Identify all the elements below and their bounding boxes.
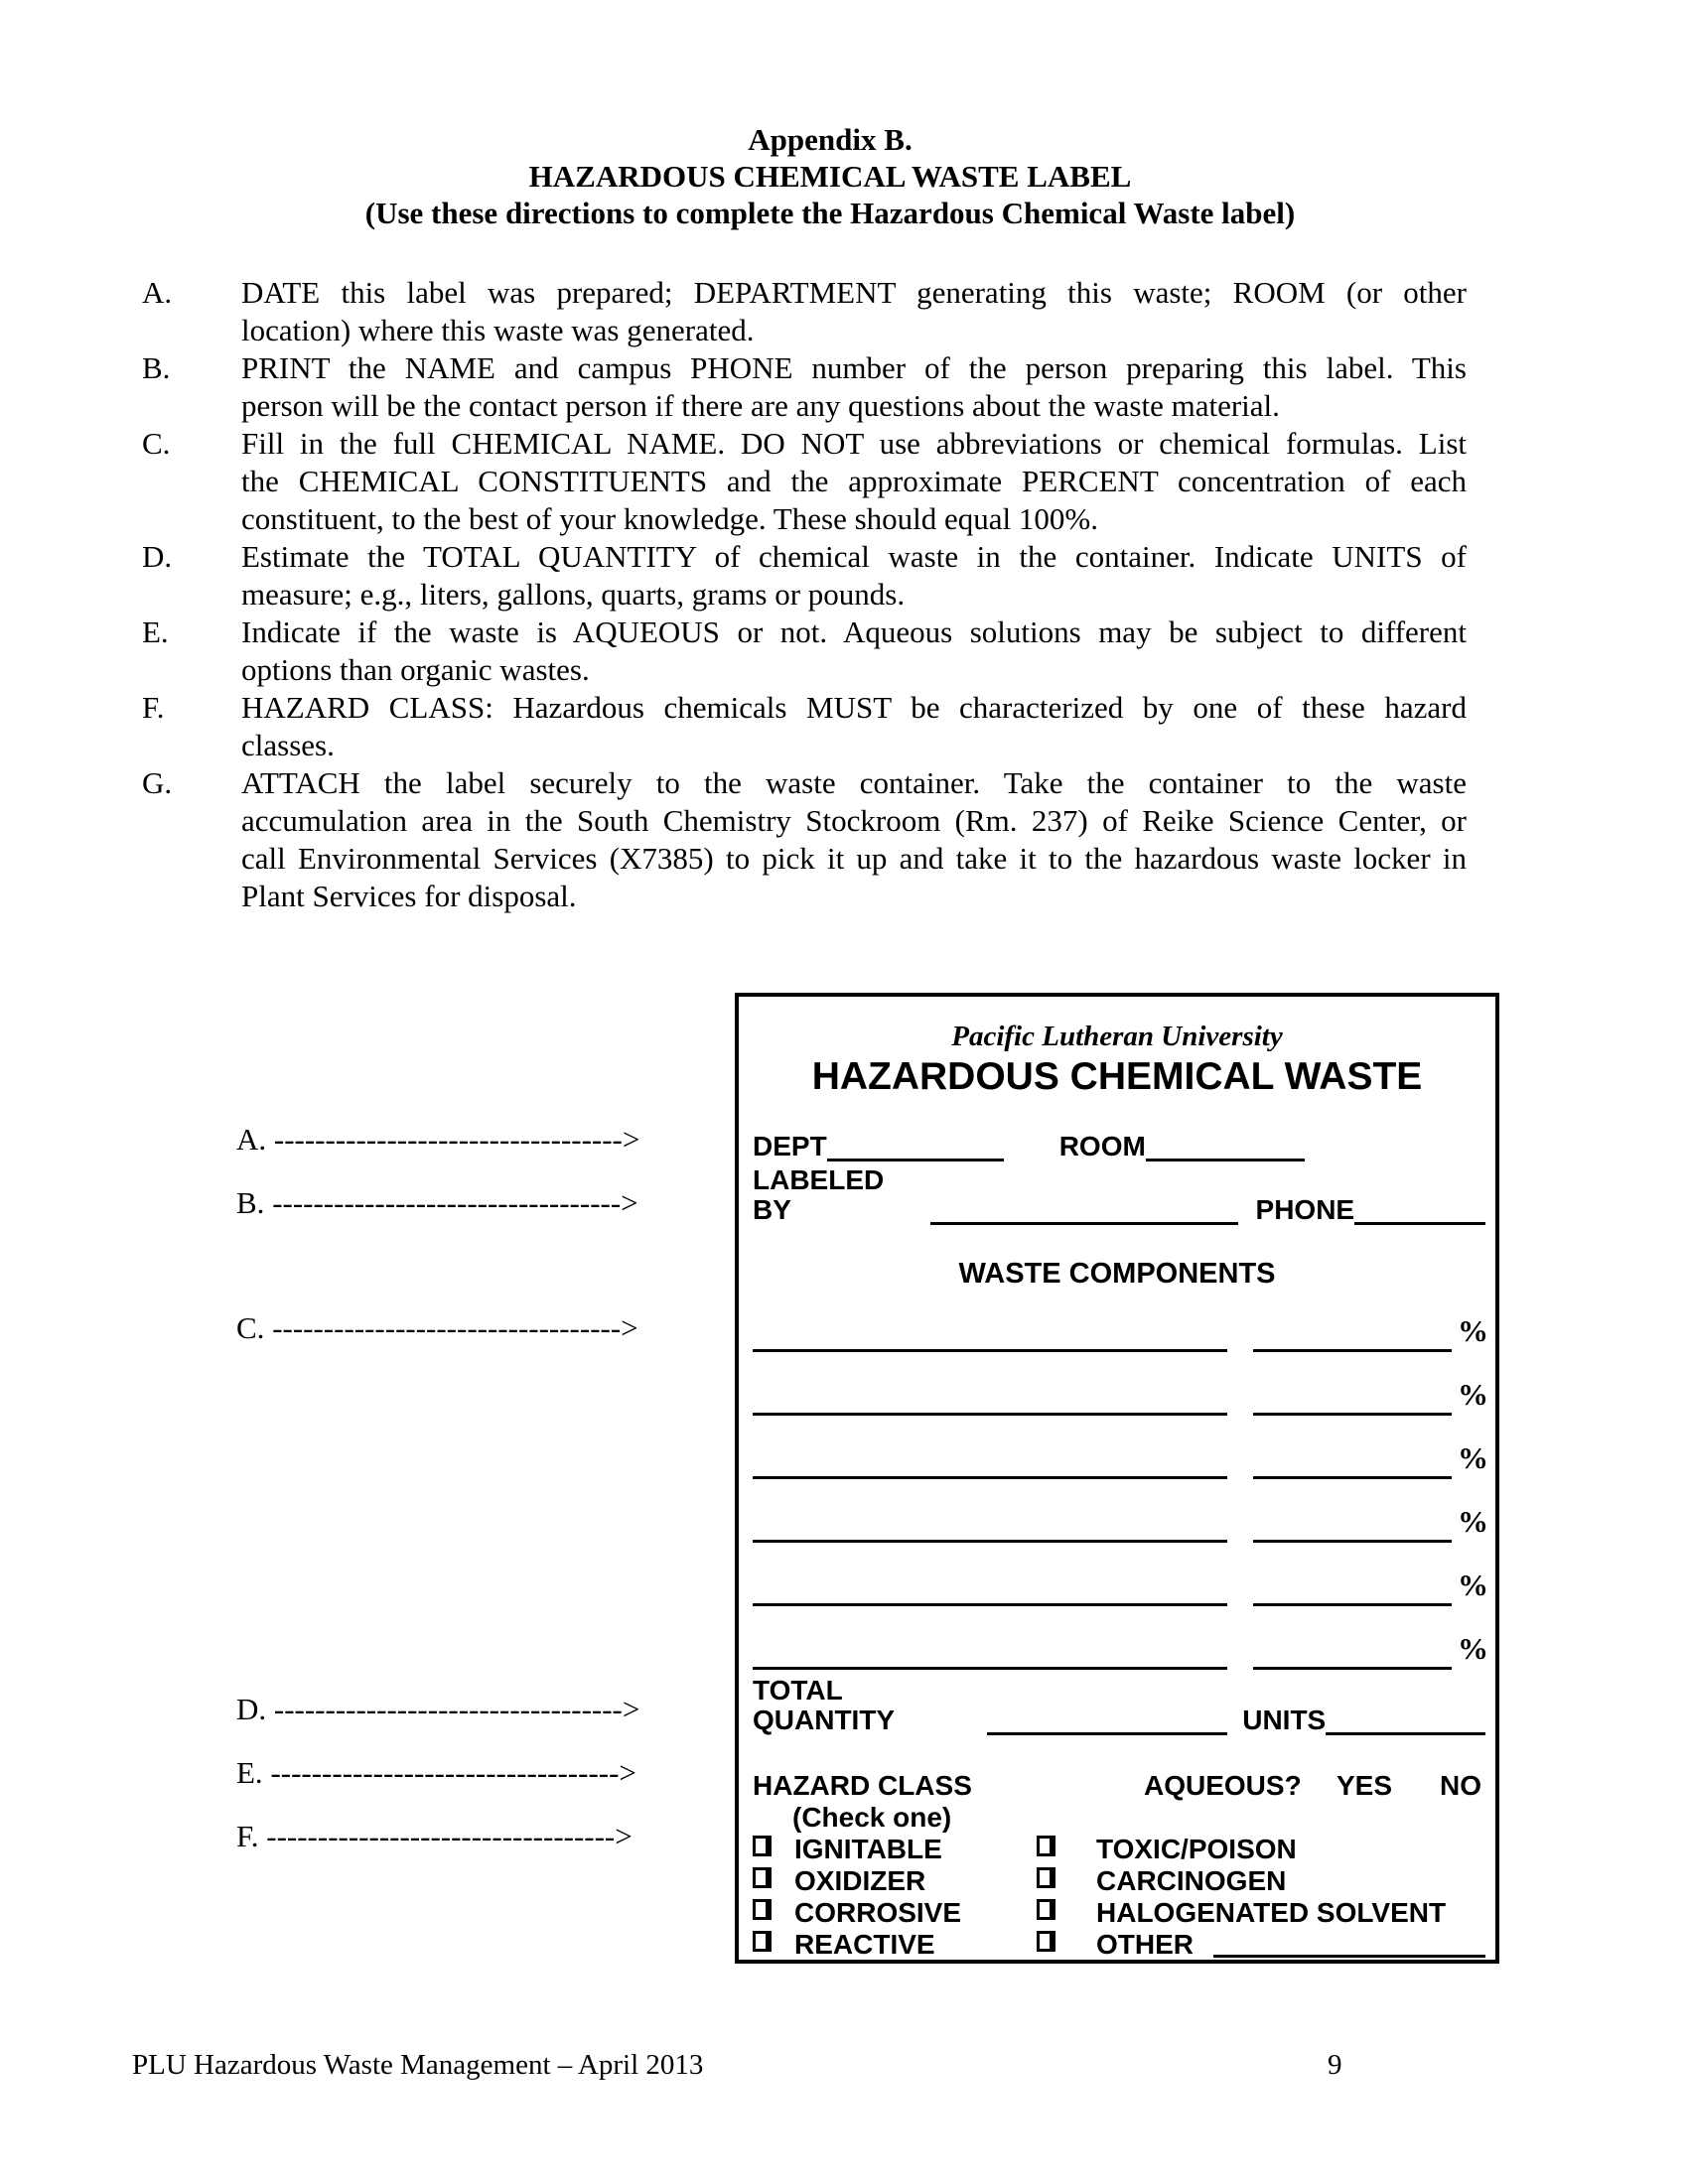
dept-field-line[interactable] bbox=[827, 1127, 1004, 1161]
dept-room-row bbox=[753, 1128, 1485, 1161]
instruction-line: location) where this waste was generated. bbox=[241, 313, 755, 347]
label-title: HAZARDOUS CHEMICAL WASTE bbox=[811, 1055, 1423, 1098]
instruction-line: Estimate the TOTAL QUANTITY of chemical waste in the container. Indicate UNITS of bbox=[241, 539, 1467, 574]
checkbox-toxic-poison[interactable] bbox=[1037, 1836, 1055, 1856]
component-percent-line[interactable] bbox=[1253, 1381, 1452, 1416]
appendix-title: Appendix B. bbox=[748, 122, 913, 157]
total-quantity-field-line[interactable] bbox=[987, 1701, 1226, 1735]
instruction-item-g bbox=[142, 764, 1467, 915]
hazard-option-label: TOXIC/POISON bbox=[1096, 1834, 1297, 1864]
dashed-arrow-line: ----------------------------------> bbox=[273, 1122, 640, 1157]
component-name-line[interactable] bbox=[753, 1444, 1227, 1479]
percent-sign: % bbox=[1458, 1504, 1488, 1539]
dashed-arrow-line: ----------------------------------> bbox=[273, 1692, 640, 1726]
doc-title: HAZARDOUS CHEMICAL WASTE LABEL bbox=[528, 159, 1132, 194]
instruction-line: the CHEMICAL CONSTITUENTS and the approximate PERCENT concentration of each bbox=[241, 464, 1467, 498]
checkbox-corrosive[interactable] bbox=[753, 1899, 772, 1920]
instruction-line: call Environmental Services (X7385) to pick it up and take it to the hazardous waste locker in bbox=[241, 841, 1467, 876]
hazard-option-label: REACTIVE bbox=[794, 1929, 935, 1960]
component-name-line[interactable] bbox=[753, 1635, 1227, 1670]
instruction-item-d bbox=[142, 538, 1467, 614]
waste-components-heading: WASTE COMPONENTS bbox=[958, 1258, 1276, 1290]
instruction-letter: G. bbox=[142, 765, 173, 800]
hazard-option-row bbox=[739, 1836, 1495, 1863]
waste-label-box bbox=[735, 993, 1499, 1964]
instruction-item-b bbox=[142, 349, 1467, 425]
hazard-option-row bbox=[739, 1867, 1495, 1895]
total-quantity-label: TOTAL QUANTITY bbox=[753, 1675, 896, 1735]
callout-arrow-f: F. ----------------------------------> bbox=[236, 1819, 633, 1853]
hazard-option-label: HALOGENATED SOLVENT bbox=[1096, 1897, 1447, 1928]
instruction-line: accumulation area in the South Chemistry Stockroom (Rm. 237) of Reike Science Center, or bbox=[241, 803, 1467, 838]
labeled-by-field-line[interactable] bbox=[930, 1190, 1238, 1225]
aqueous-label: AQUEOUS? bbox=[1144, 1770, 1302, 1801]
component-row bbox=[753, 1440, 1488, 1479]
percent-sign: % bbox=[1458, 1568, 1488, 1602]
callout-arrow-a: A. ----------------------------------> bbox=[236, 1122, 640, 1157]
instruction-item-f bbox=[142, 689, 1467, 764]
percent-sign: % bbox=[1458, 1313, 1488, 1348]
phone-field-line[interactable] bbox=[1354, 1190, 1485, 1225]
instruction-line: Indicate if the waste is AQUEOUS or not. Aqueous solutions may be subject to different bbox=[241, 614, 1467, 649]
checkbox-other[interactable] bbox=[1037, 1931, 1055, 1952]
instruction-letter: C. bbox=[142, 426, 171, 461]
doc-header bbox=[0, 121, 1660, 231]
total-quantity-row bbox=[753, 1675, 1485, 1735]
instruction-line: HAZARD CLASS: Hazardous chemicals MUST be characterized by one of these hazard bbox=[241, 690, 1467, 725]
units-field-line[interactable] bbox=[1326, 1701, 1485, 1735]
instruction-line: Fill in the full CHEMICAL NAME. DO NOT use abbreviations or chemical formulas. List bbox=[241, 426, 1467, 461]
component-name-line[interactable] bbox=[753, 1508, 1227, 1543]
dept-label: DEPT bbox=[753, 1131, 827, 1161]
component-percent-line[interactable] bbox=[1253, 1635, 1452, 1670]
callout-arrow-e: E. ----------------------------------> bbox=[236, 1755, 636, 1790]
checkbox-reactive[interactable] bbox=[753, 1931, 772, 1952]
instruction-line: ATTACH the label securely to the waste container. Take the container to the waste bbox=[241, 765, 1467, 800]
hazard-option-label: CARCINOGEN bbox=[1096, 1865, 1287, 1896]
units-label: UNITS bbox=[1242, 1705, 1327, 1735]
component-row bbox=[753, 1377, 1488, 1416]
checkbox-oxidizer[interactable] bbox=[753, 1867, 772, 1888]
instruction-letter: D. bbox=[142, 539, 173, 574]
checkbox-carcinogen[interactable] bbox=[1037, 1867, 1055, 1888]
instruction-line: person will be the contact person if there are any questions about the waste material. bbox=[241, 388, 1280, 423]
component-row bbox=[753, 1313, 1488, 1352]
hazard-option-label: CORROSIVE bbox=[794, 1897, 962, 1928]
component-percent-line[interactable] bbox=[1253, 1444, 1452, 1479]
callout-arrow-c: C. ----------------------------------> bbox=[236, 1310, 638, 1345]
instruction-letter: F. bbox=[142, 690, 165, 725]
component-row bbox=[753, 1568, 1488, 1606]
hazard-option-label: OXIDIZER bbox=[794, 1865, 926, 1896]
phone-label: PHONE bbox=[1255, 1194, 1355, 1225]
instruction-letter: B. bbox=[142, 350, 171, 385]
hazard-option-label: IGNITABLE bbox=[794, 1834, 942, 1864]
percent-sign: % bbox=[1458, 1631, 1488, 1666]
instruction-line: measure; e.g., liters, gallons, quarts, grams or pounds. bbox=[241, 577, 906, 612]
instruction-line: classes. bbox=[241, 728, 335, 762]
checkbox-ignitable[interactable] bbox=[753, 1836, 772, 1856]
percent-sign: % bbox=[1458, 1377, 1488, 1412]
percent-sign: % bbox=[1458, 1440, 1488, 1475]
dashed-arrow-line: ----------------------------------> bbox=[272, 1310, 638, 1345]
page-number: 9 bbox=[1328, 2049, 1342, 2081]
component-percent-line[interactable] bbox=[1253, 1508, 1452, 1543]
instruction-item-e bbox=[142, 614, 1467, 689]
instruction-line: Plant Services for disposal. bbox=[241, 879, 577, 913]
footer-text: PLU Hazardous Waste Management – April 2013 bbox=[132, 2049, 704, 2081]
instruction-line: PRINT the NAME and campus PHONE number of the person preparing this label. This bbox=[241, 350, 1467, 385]
component-name-line[interactable] bbox=[753, 1571, 1227, 1606]
instruction-line: DATE this label was prepared; DEPARTMENT generating this waste; ROOM (or other bbox=[241, 275, 1467, 310]
hazard-class-label: HAZARD CLASS bbox=[753, 1770, 972, 1801]
aqueous-yes-option[interactable]: YES bbox=[1336, 1770, 1393, 1801]
hazard-option-label: OTHER bbox=[1096, 1929, 1194, 1960]
instruction-letter: E. bbox=[142, 614, 169, 649]
hazard-option-row bbox=[739, 1899, 1495, 1927]
instruction-letter: A. bbox=[142, 275, 173, 310]
component-row bbox=[753, 1504, 1488, 1543]
room-label: ROOM bbox=[1058, 1131, 1146, 1161]
instruction-item-c bbox=[142, 425, 1467, 538]
callout-arrow-d: D. ----------------------------------> bbox=[236, 1692, 640, 1726]
labeled-by-phone-row bbox=[753, 1164, 1485, 1225]
other-field-line[interactable] bbox=[1213, 1931, 1485, 1958]
component-row bbox=[753, 1631, 1488, 1670]
component-name-line[interactable] bbox=[753, 1317, 1227, 1352]
callout-arrow-b: B. ----------------------------------> bbox=[236, 1185, 638, 1220]
hazard-option-row bbox=[739, 1931, 1495, 1959]
university-name: Pacific Lutheran University bbox=[951, 1021, 1283, 1052]
instruction-list bbox=[142, 274, 1467, 915]
hazard-aqueous-row bbox=[739, 1771, 1495, 1801]
component-percent-line[interactable] bbox=[1253, 1317, 1452, 1352]
instruction-item-a bbox=[142, 274, 1467, 349]
room-field-line[interactable] bbox=[1146, 1127, 1305, 1161]
component-percent-line[interactable] bbox=[1253, 1571, 1452, 1606]
instruction-line: options than organic wastes. bbox=[241, 652, 590, 687]
instruction-line: constituent, to the best of your knowledge. These should equal 100%. bbox=[241, 501, 1098, 536]
aqueous-no-option[interactable]: NO bbox=[1440, 1770, 1481, 1801]
dashed-arrow-line: ----------------------------------> bbox=[266, 1819, 633, 1853]
doc-subtitle: (Use these directions to complete the Hazardous Chemical Waste label) bbox=[364, 196, 1296, 230]
dashed-arrow-line: ----------------------------------> bbox=[272, 1185, 638, 1220]
dashed-arrow-line: ----------------------------------> bbox=[270, 1755, 636, 1790]
component-name-line[interactable] bbox=[753, 1381, 1227, 1416]
checkbox-halogenated-solvent[interactable] bbox=[1037, 1899, 1055, 1920]
labeled-by-label: LABELED BY bbox=[753, 1164, 885, 1225]
check-one-label: (Check one) bbox=[792, 1802, 952, 1833]
